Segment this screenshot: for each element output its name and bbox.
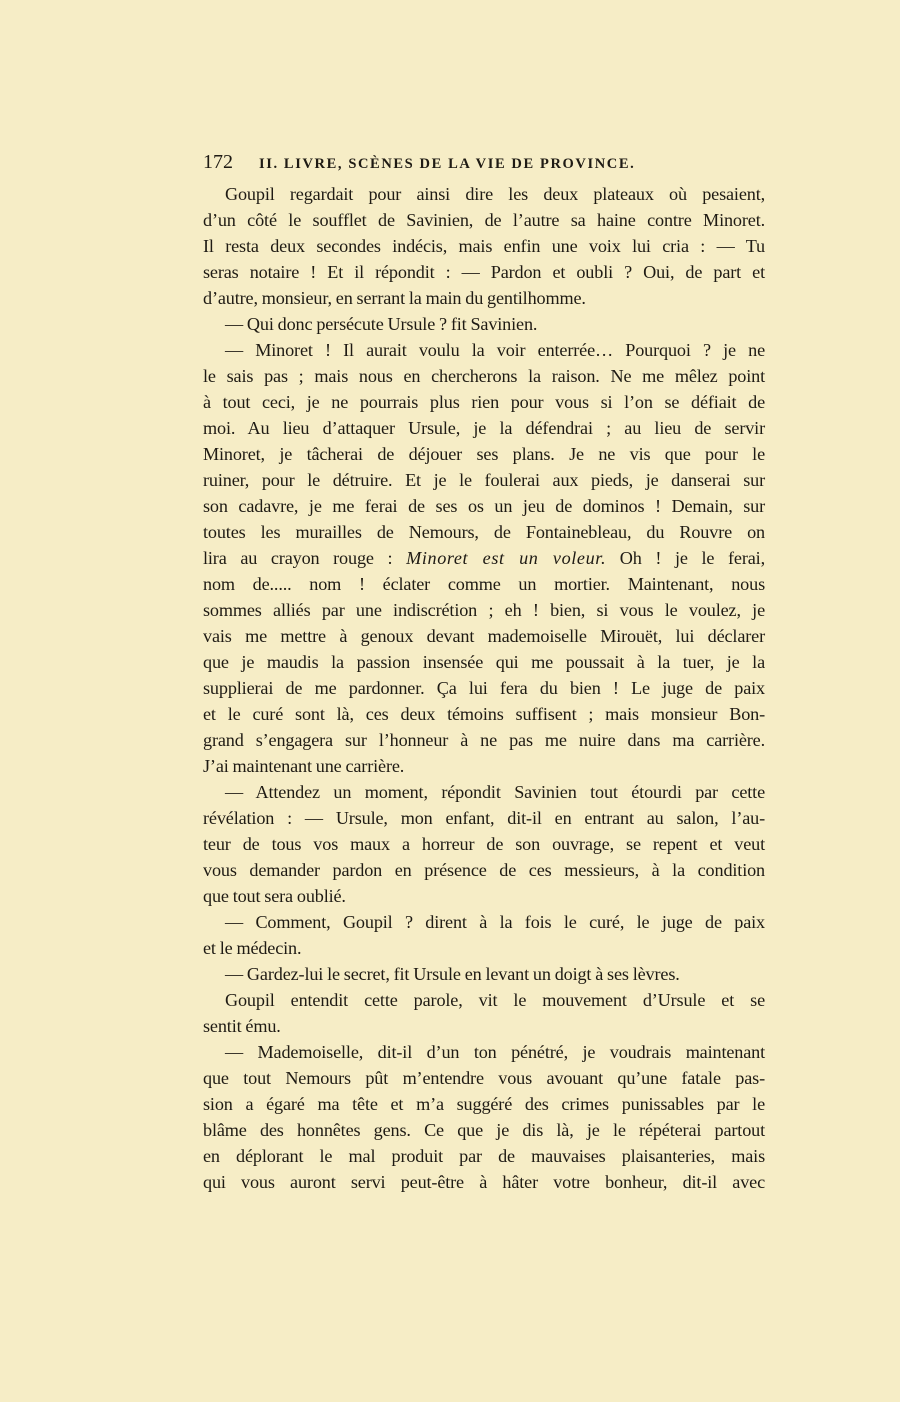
text-line: ruiner, pour le détruire. Et je le foulerai aux pieds, je danserai sur: [203, 470, 765, 490]
text-line: vais me mettre à genoux devant mademoiselle Mirouët, lui déclarer: [203, 626, 765, 646]
text-line: grand s’engagera sur l’honneur à ne pas me nuire dans ma carrière.: [203, 730, 765, 750]
italic-text: Minoret est un voleur.: [406, 548, 607, 568]
running-title: II. LIVRE, SCÈNES DE LA VIE DE PROVINCE.: [259, 156, 636, 172]
text-line: moi. Au lieu d’attaquer Ursule, je la défendrai ; au lieu de servir: [203, 418, 765, 438]
paragraph: [203, 961, 765, 987]
text-line: teur de tous vos maux a horreur de son ouvrage, se repent et veut: [203, 834, 765, 854]
text-line: que tout sera oublié.: [203, 886, 346, 906]
paragraph: [203, 337, 765, 779]
text-line: sentit ému.: [203, 1016, 281, 1036]
text-line: Minoret, je tâcherai de déjouer ses plans. Je ne vis que pour le: [203, 444, 765, 464]
text-line: — Minoret ! Il aurait voulu la voir enterrée… Pourquoi ? je ne: [225, 340, 765, 360]
text-line: — Comment, Goupil ? dirent à la fois le curé, le juge de paix: [225, 912, 765, 932]
text-line: toutes les murailles de Nemours, de Fontainebleau, du Rouvre on: [203, 522, 765, 542]
text-line: Il resta deux secondes indécis, mais enfin une voix lui cria : — Tu: [203, 236, 765, 256]
text-line: — Attendez un moment, répondit Savinien tout étourdi par cette: [225, 782, 765, 802]
text-line: supplierai de me pardonner. Ça lui fera du bien ! Le juge de paix: [203, 678, 765, 698]
running-header: [203, 151, 765, 177]
text-line: et le médecin.: [203, 938, 302, 958]
text-line: révélation : — Ursule, mon enfant, dit-il en entrant au salon, l’au-: [203, 808, 765, 828]
text-line: J’ai maintenant une carrière.: [203, 756, 405, 776]
text-line: en déplorant le mal produit par de mauvaises plaisanteries, mais: [203, 1146, 765, 1166]
text-line: — Qui donc persécute Ursule ? fit Savinien.: [225, 314, 538, 334]
page-number: 172: [203, 151, 233, 173]
text-line: — Mademoiselle, dit-il d’un ton pénétré, je voudrais maintenant: [225, 1042, 765, 1062]
text-line: à tout ceci, je ne pourrais plus rien pour vous si l’on se défiait de: [203, 392, 765, 412]
paragraph: [203, 181, 765, 311]
text-line: que tout Nemours pût m’entendre vous avouant qu’une fatale pas-: [203, 1068, 765, 1088]
paragraph: [203, 909, 765, 961]
text-line: qui vous auront servi peut-être à hâter votre bonheur, dit-il avec: [203, 1172, 765, 1192]
text-segment: Oh ! je le ferai,: [606, 548, 765, 568]
text-line: d’autre, monsieur, en serrant la main du gentilhomme.: [203, 288, 586, 308]
page-body-text: [203, 181, 765, 1195]
text-line: nom de..... nom ! éclater comme un mortier. Maintenant, nous: [203, 574, 765, 594]
paragraph: [203, 987, 765, 1039]
text-line: — Gardez-lui le secret, fit Ursule en levant un doigt à ses lèvres.: [225, 964, 680, 984]
text-line: d’un côté le soufflet de Savinien, de l’autre sa haine contre Minoret.: [203, 210, 765, 230]
text-line: seras notaire ! Et il répondit : — Pardon et oubli ? Oui, de part et: [203, 262, 765, 282]
text-line: vous demander pardon en présence de ces messieurs, à la condition: [203, 860, 765, 880]
text-line: le sais pas ; mais nous en chercherons la raison. Ne me mêlez point: [203, 366, 765, 386]
text-line: [203, 545, 765, 571]
text-line: sommes alliés par une indiscrétion ; eh ! bien, si vous le voulez, je: [203, 600, 765, 620]
text-line: que je maudis la passion insensée qui me poussait à la tuer, je la: [203, 652, 765, 672]
paragraph: [203, 779, 765, 909]
text-line: Goupil entendit cette parole, vit le mouvement d’Ursule et se: [225, 990, 765, 1010]
text-segment: lira au crayon rouge :: [203, 548, 407, 568]
paragraph: [203, 1039, 765, 1195]
text-line: son cadavre, je me ferai de ses os un jeu de dominos ! Demain, sur: [203, 496, 765, 516]
text-line: et le curé sont là, ces deux témoins suffisent ; mais monsieur Bon-: [203, 704, 765, 724]
text-line: Goupil regardait pour ainsi dire les deux plateaux où pesaient,: [225, 184, 765, 204]
text-line: sion a égaré ma tête et m’a suggéré des crimes punissables par le: [203, 1094, 765, 1114]
paragraph: [203, 311, 765, 337]
text-line: blâme des honnêtes gens. Ce que je dis là, je le répéterai partout: [203, 1120, 765, 1140]
